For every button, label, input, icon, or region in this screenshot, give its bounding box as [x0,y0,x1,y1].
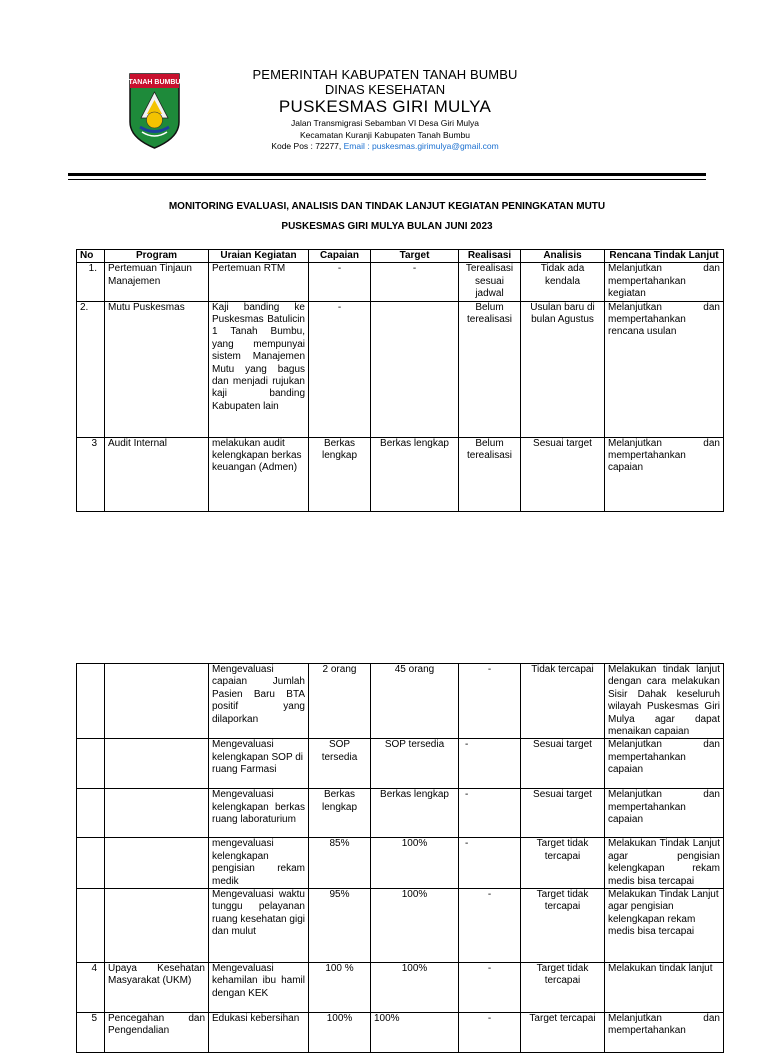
col-target: Target [371,250,459,263]
table-row [77,889,724,963]
cell-target: 100% [371,963,459,1013]
cell-program [105,838,209,889]
cell-realisasi: - [459,889,521,963]
table-row [77,838,724,889]
department-name: DINAS KESEHATAN [324,82,446,98]
cell-program [105,889,209,963]
cell-realisasi: Belum terealisasi [459,437,521,511]
cell-analisis: Target tidak tercapai [521,889,605,963]
cell-analisis: Sesuai target [521,437,605,511]
cell-realisasi: - [459,789,521,838]
cell-uraian: Mengevaluasi waktu tunggu pelayanan ruang kesehatan gigi dan mulut [209,889,309,963]
cell-target: SOP tersedia [371,739,459,789]
cell-no [77,838,105,889]
cell-program: Pertemuan Tinjaun Manajemen [105,263,209,301]
cell-no: 2. [77,301,105,437]
cell-program: Pencegahan dan Pengendalian [105,1013,209,1053]
col-program: Program [105,250,209,263]
cell-rtl: Melakukan Tindak Lanjut agar pengisian kelengkapan rekam medis bisa tercapai [605,889,724,963]
monitoring-table-page-2 [76,663,724,1053]
cell-program [105,664,209,739]
cell-no: 5 [77,1013,105,1053]
cell-realisasi: - [459,664,521,739]
cell-analisis: Sesuai target [521,739,605,789]
cell-target: 45 orang [371,664,459,739]
cell-rtl: Melakukan Tindak Lanjut agar pengisian kelengkapan rekam medis bisa tercapai [605,838,724,889]
cell-target: - [371,263,459,301]
tanah-bumbu-logo [128,72,181,150]
cell-capaian: - [309,263,371,301]
cell-no [77,664,105,739]
table-row [77,1013,724,1053]
cell-rtl: Melanjutkan dan mempertahankan capaian [605,739,724,789]
cell-no: 4 [77,963,105,1013]
table-header-row [77,250,724,263]
cell-no: 3 [77,437,105,511]
cell-capaian: 100 % [309,963,371,1013]
cell-uraian: mengevaluasi kelengkapan pengisian rekam medik [209,838,309,889]
cell-capaian: Berkas lengkap [309,437,371,511]
cell-analisis: Usulan baru di bulan Agustus [521,301,605,437]
address-line-1: Jalan Transmigrasi Sebamban VI Desa Giri Mulya [290,118,480,129]
table-row [77,437,724,511]
cell-rtl: Melanjutkan dan mempertahankan rencana usulan [605,301,724,437]
cell-program: Mutu Puskesmas [105,301,209,437]
cell-analisis: Tidak tercapai [521,664,605,739]
cell-rtl: Melanjutkan dan mempertahankan [605,1013,724,1053]
cell-uraian: melakukan audit kelengkapan berkas keuangan (Admen) [209,437,309,511]
logo-label: TANAH BUMBU [128,79,181,86]
cell-uraian: Mengevaluasi kehamilan ibu hamil dengan KEK [209,963,309,1013]
email-link[interactable]: Email : puskesmas.girimulya@gmail.com [343,141,499,152]
title-line-1: MONITORING EVALUASI, ANALISIS DAN TINDAK LANJUT KEGIATAN PENINGKATAN MUTU [168,201,606,212]
cell-analisis: Target tidak tercapai [521,838,605,889]
cell-uraian: Mengevaluasi capaian Jumlah Pasien Baru BTA positif yang dilaporkan [209,664,309,739]
cell-analisis: Tidak ada kendala [521,263,605,301]
cell-realisasi: Belum terealisasi [459,301,521,437]
puskesmas-name: PUSKESMAS GIRI MULYA [278,96,492,116]
table-row [77,263,724,301]
cell-target: 100% [371,889,459,963]
letterhead [230,68,540,153]
cell-uraian: Edukasi kebersihan [209,1013,309,1053]
cell-capaian: 95% [309,889,371,963]
header-rule-thick [68,173,706,176]
cell-realisasi: - [459,838,521,889]
table-row [77,664,724,739]
col-rtl: Rencana Tindak Lanjut [605,250,724,263]
cell-realisasi: - [459,1013,521,1053]
table-row [77,739,724,789]
cell-analisis: Target tercapai [521,1013,605,1053]
cell-realisasi: - [459,739,521,789]
government-name: PEMERINTAH KABUPATEN TANAH BUMBU [252,67,518,82]
col-realisasi: Realisasi [459,250,521,263]
cell-uraian: Mengevaluasi kelengkapan SOP di ruang Farmasi [209,739,309,789]
cell-program: Upaya Kesehatan Masyarakat (UKM) [105,963,209,1013]
table-row [77,963,724,1013]
cell-analisis: Target tidak tercapai [521,963,605,1013]
title-line-2: PUSKESMAS GIRI MULYA BULAN JUNI 2023 [281,221,493,232]
postal-code: Kode Pos : 72277, [271,141,344,152]
address-line-2: Kecamatan Kuranji Kabupaten Tanah Bumbu [300,129,470,140]
col-analisis: Analisis [521,250,605,263]
cell-analisis: Sesuai target [521,789,605,838]
cell-rtl: Melanjutkan dan mempertahankan capaian [605,437,724,511]
cell-target: Berkas lengkap [371,789,459,838]
cell-capaian: - [309,301,371,437]
cell-no: 1. [77,263,105,301]
cell-rtl: Melakukan tindak lanjut dengan cara melakukan Sisir Dahak keseluruh wilayah Puskesmas Giri Mulya agar dapat menaikan capaian [605,664,724,739]
cell-target: 100% [371,838,459,889]
cell-program [105,739,209,789]
header-rule-thin [68,179,706,180]
cell-target [371,301,459,437]
col-uraian: Uraian Kegiatan [209,250,309,263]
col-no: No [77,250,105,263]
monitoring-table-page-1 [76,249,724,512]
cell-no [77,789,105,838]
cell-target: 100% [371,1013,459,1053]
cell-uraian: Pertemuan RTM [209,263,309,301]
cell-no [77,889,105,963]
cell-capaian: 85% [309,838,371,889]
cell-no [77,739,105,789]
cell-uraian: Kaji banding ke Puskesmas Batulicin 1 Tanah Bumbu, yang mempunyai sistem Manajemen Mutu yang bagus dan menjadi rujukan kaji banding Kabupaten lain [209,301,309,437]
cell-realisasi: - [459,963,521,1013]
cell-rtl: Melakukan tindak lanjut [605,963,724,1013]
cell-program: Audit Internal [105,437,209,511]
cell-rtl: Melanjutkan dan mempertahankan kegiatan [605,263,724,301]
cell-program [105,789,209,838]
cell-realisasi: Terealisasi sesuai jadwal [459,263,521,301]
cell-capaian: SOP tersedia [309,739,371,789]
cell-capaian: Berkas lengkap [309,789,371,838]
col-capaian: Capaian [309,250,371,263]
cell-rtl: Melanjutkan dan mempertahankan capaian [605,789,724,838]
cell-uraian: Mengevaluasi kelengkapan berkas ruang laboraturium [209,789,309,838]
cell-target: Berkas lengkap [371,437,459,511]
table-row [77,301,724,437]
cell-capaian: 2 orang [309,664,371,739]
cell-capaian: 100% [309,1013,371,1053]
document-title [68,197,706,237]
table-row [77,789,724,838]
